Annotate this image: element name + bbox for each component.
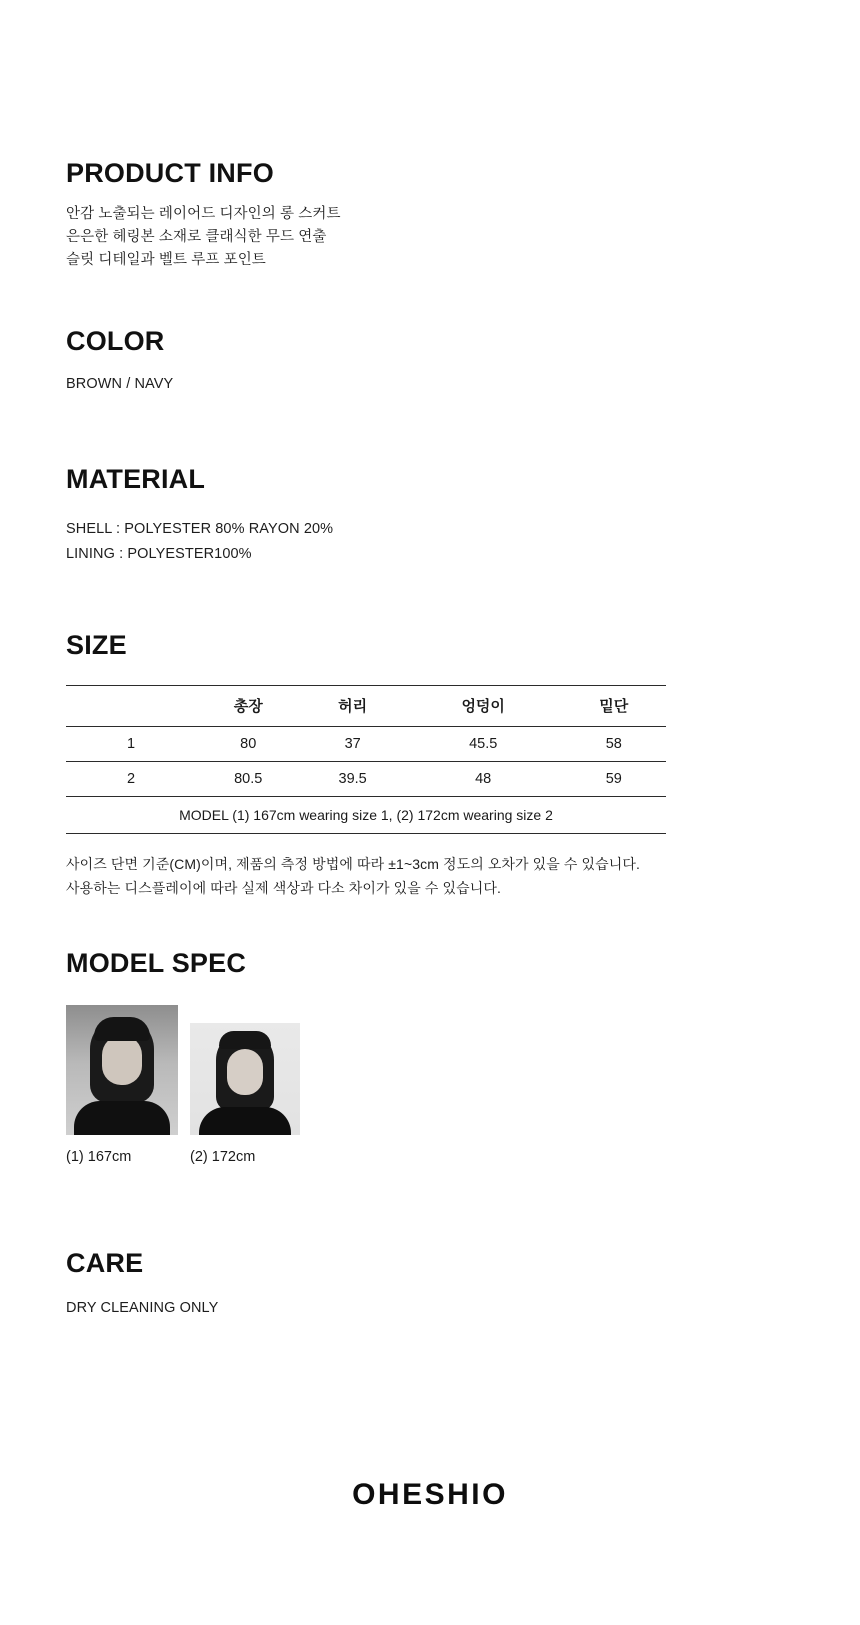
size-cell: 2 [126, 771, 136, 787]
size-heading: SIZE [66, 630, 127, 660]
table-row-model-note [66, 797, 666, 834]
model-body [199, 1107, 291, 1135]
size-cell: 58 [605, 736, 622, 752]
table-row [66, 727, 666, 762]
care-heading: CARE [66, 1248, 144, 1278]
size-cell: 59 [605, 771, 622, 787]
care-value: DRY CLEANING ONLY [66, 1300, 219, 1316]
model-body [74, 1101, 170, 1135]
brand-logo: OHESHIO [352, 1478, 508, 1511]
size-table [66, 685, 666, 834]
product-info-line: 안감 노출되는 레이어드 디자인의 롱 스커트 [66, 206, 341, 222]
model-face [227, 1049, 263, 1095]
model-caption: (1) 167cm [66, 1149, 132, 1165]
model-spec-heading: MODEL SPEC [66, 948, 247, 978]
size-notes [66, 852, 666, 900]
model-face [102, 1035, 142, 1085]
size-table-head [66, 686, 666, 727]
table-header-row [66, 686, 666, 727]
model-photo-2 [190, 1023, 300, 1135]
model-photo-1 [66, 1005, 178, 1135]
model-card [190, 1023, 300, 1165]
color-value: BROWN / NAVY [66, 376, 174, 392]
size-cell: 45.5 [469, 736, 498, 752]
color-section [66, 326, 173, 396]
material-heading: MATERIAL [66, 464, 206, 494]
size-cell: 37 [344, 736, 361, 752]
size-note: 사용하는 디스플레이에 따라 실제 색상과 다소 차이가 있을 수 있습니다. [66, 880, 501, 896]
size-table-body [66, 727, 666, 834]
product-info-line: 슬릿 디테일과 벨트 루프 포인트 [66, 252, 266, 268]
size-col-header: 허리 [338, 698, 368, 715]
model-card [66, 1005, 178, 1165]
size-model-note: MODEL (1) 167cm wearing size 1, (2) 172cm wearing size 2 [179, 807, 553, 823]
care-section [66, 1248, 218, 1320]
size-section [66, 630, 666, 900]
size-col-header: 밑단 [599, 698, 629, 715]
model-bangs [219, 1031, 271, 1049]
size-col-header: 총장 [233, 698, 263, 715]
material-section [66, 464, 333, 567]
material-lining: LINING : POLYESTER100% [66, 546, 252, 562]
size-cell: 48 [475, 771, 492, 787]
material-shell: SHELL : POLYESTER 80% RAYON 20% [66, 521, 334, 537]
model-spec-list [66, 1005, 300, 1165]
table-row [66, 762, 666, 797]
model-spec-section [66, 948, 300, 1165]
size-note: 사이즈 단면 기준(CM)이며, 제품의 측정 방법에 따라 ±1~3cm 정도의 오차가 있을 수 있습니다. [66, 856, 641, 872]
product-info-section [66, 158, 341, 272]
product-info-heading: PRODUCT INFO [66, 158, 274, 188]
size-col-header [66, 686, 196, 727]
product-info-line: 은은한 헤링본 소재로 클래식한 무드 연출 [66, 229, 327, 245]
size-cell: 80 [240, 736, 257, 752]
color-heading: COLOR [66, 326, 165, 356]
model-caption: (2) 172cm [190, 1149, 256, 1165]
size-cell: 80.5 [234, 771, 263, 787]
model-bangs [94, 1017, 150, 1041]
size-cell: 39.5 [338, 771, 367, 787]
size-col-header: 엉덩이 [461, 698, 505, 715]
size-cell: 1 [126, 736, 136, 752]
